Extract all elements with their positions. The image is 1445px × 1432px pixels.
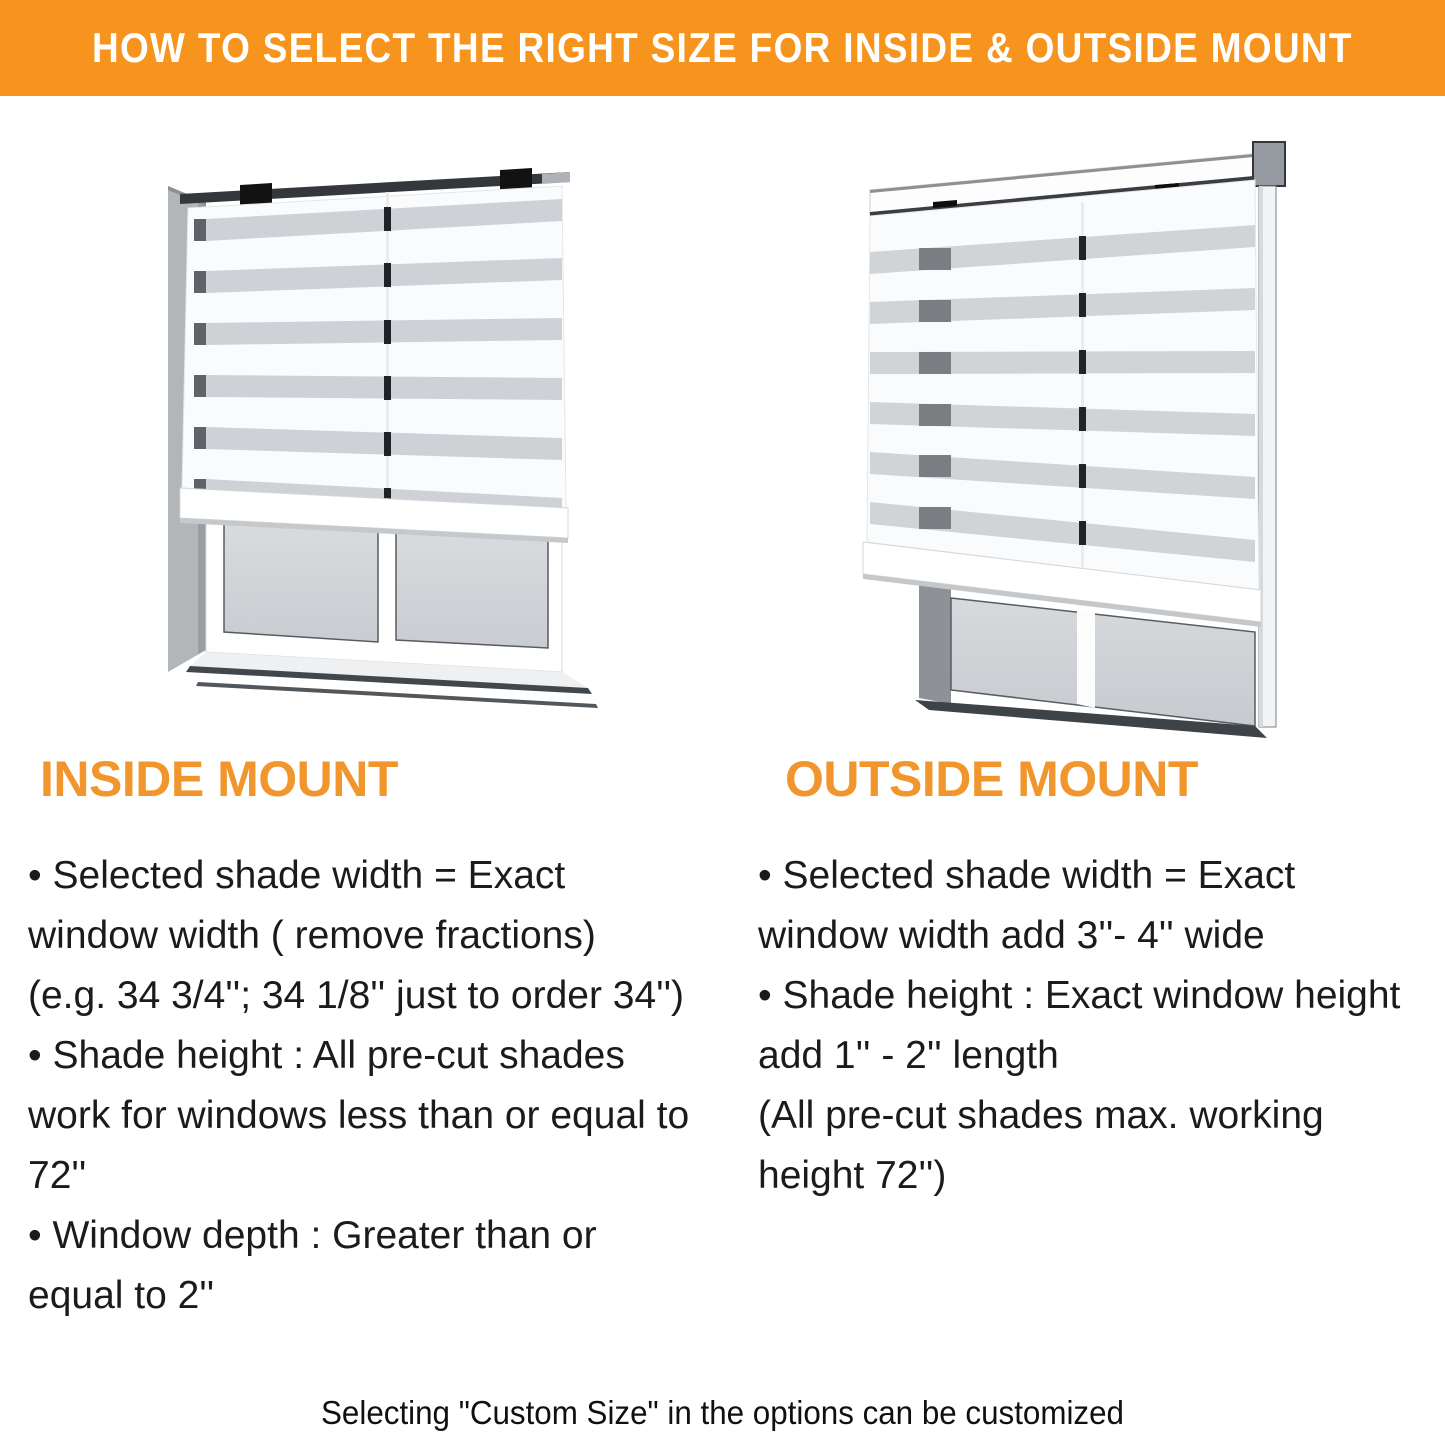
glass-mullion xyxy=(1077,610,1095,708)
spec-line: window width ( remove fractions) xyxy=(28,914,596,957)
spec-line: • Window depth : Greater than or xyxy=(28,1214,597,1257)
mounting-bracket xyxy=(1253,142,1285,186)
spec-line: work for windows less than or equal to xyxy=(28,1094,690,1137)
spec-line: • Selected shade width = Exact xyxy=(28,854,566,897)
window-side-rail xyxy=(1259,186,1276,727)
outside-mount-heading: OUTSIDE MOUNT xyxy=(785,751,1198,807)
spec-line: • Shade height : Exact window height xyxy=(758,974,1401,1017)
spec-line: height 72'') xyxy=(758,1154,947,1197)
spec-line: 72'' xyxy=(28,1154,87,1197)
size-guide-banner xyxy=(0,0,1445,96)
window-reveal xyxy=(919,582,951,704)
banner-title: HOW TO SELECT THE RIGHT SIZE FOR INSIDE & OUTSIDE MOUNT xyxy=(92,24,1353,71)
zebra-shade xyxy=(863,180,1261,627)
outside-mount-illustration xyxy=(855,112,1300,762)
zebra-shade xyxy=(180,186,568,543)
inside-mount-illustration xyxy=(150,130,690,750)
outside-mount-specs xyxy=(758,846,1438,1206)
inside-mount-specs xyxy=(28,846,738,1326)
spec-line: (All pre-cut shades max. working xyxy=(758,1094,1324,1137)
spec-line: (e.g. 34 3/4''; 34 1/8'' just to order 34'') xyxy=(28,974,685,1017)
spec-line: • Shade height : All pre-cut shades xyxy=(28,1034,625,1077)
inside-mount-heading: INSIDE MOUNT xyxy=(40,751,398,807)
spec-line: window width add 3''- 4'' wide xyxy=(758,914,1265,957)
custom-size-note: Selecting "Custom Size" in the options can be customized xyxy=(321,1394,1124,1431)
spec-line: equal to 2'' xyxy=(28,1274,215,1317)
spec-line: add 1'' - 2'' length xyxy=(758,1034,1059,1077)
spec-line: • Selected shade width = Exact xyxy=(758,854,1296,897)
